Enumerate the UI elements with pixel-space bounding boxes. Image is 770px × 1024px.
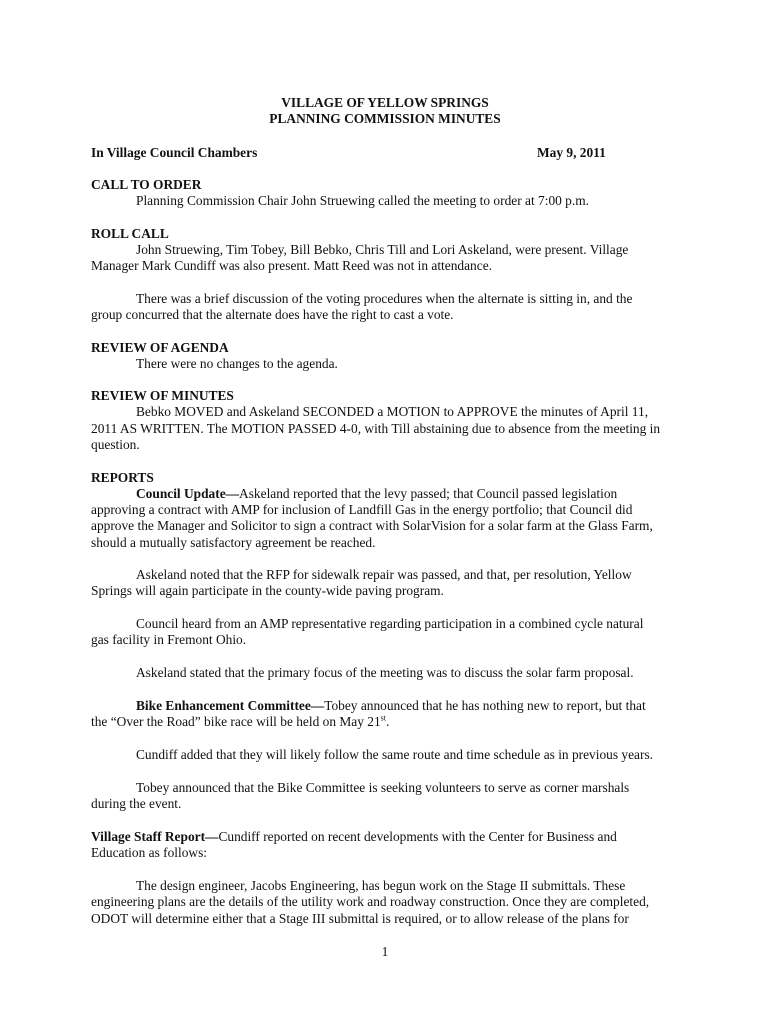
meeting-date: May 9, 2011 (537, 145, 606, 160)
bike-committee-label: Bike Enhancement Committee— (136, 698, 325, 713)
bike-committee-text: Tobey announced that he has nothing new to report, but that (324, 698, 646, 713)
design-engineer-text: ODOT will determine either that a Stage III submittal is required, or to allow release of the plans for (91, 911, 629, 926)
agenda-text: There were no changes to the agenda. (136, 356, 338, 371)
council-update-label: Council Update— (136, 486, 240, 501)
voting-procedure-text: There was a brief discussion of the voting procedures when the alternate is sitting in, and the (136, 291, 633, 306)
council-update-text: should a mutually satisfactory agreement be reached. (91, 535, 376, 550)
page-number: 1 (381, 944, 389, 959)
heading-reports: REPORTS (91, 470, 154, 485)
call-to-order-text: Planning Commission Chair John Struewing called the meeting to order at 7:00 p.m. (136, 193, 589, 208)
rfp-text: Askeland noted that the RFP for sidewalk repair was passed, and that, per resolution, Yellow (136, 567, 632, 582)
minutes-text: 2011 AS WRITTEN. The MOTION PASSED 4-0, with Till abstaining due to absence from the meeting in (91, 421, 661, 436)
staff-report-text: Cundiff reported on recent developments with the Center for Business and (218, 829, 617, 844)
amp-text: gas facility in Fremont Ohio. (91, 632, 247, 647)
minutes-text: question. (91, 437, 140, 452)
cundiff-route-text: Cundiff added that they will likely follow the same route and time schedule as in previous years. (136, 747, 654, 762)
volunteers-text: Tobey announced that the Bike Committee is seeking volunteers to serve as corner marshals (136, 780, 630, 795)
staff-report-paragraph (91, 829, 617, 845)
heading-review-of-minutes: REVIEW OF MINUTES (91, 388, 234, 403)
heading-roll-call: ROLL CALL (91, 226, 169, 241)
council-update-text: approve the Manager and Solicitor to sign a contract with SolarVision for a solar farm at the Glass Farm, (91, 518, 653, 533)
roll-call-text: Manager Mark Cundiff was also present. Matt Reed was not in attendance. (91, 258, 492, 273)
document-title: VILLAGE OF YELLOW SPRINGS (281, 95, 489, 110)
roll-call-text: John Struewing, Tim Tobey, Bill Bebko, Chris Till and Lori Askeland, were present. Village (136, 242, 629, 257)
design-engineer-text: engineering plans are the details of the utility work and roadway construction. Once they are completed, (91, 894, 650, 909)
amp-text: Council heard from an AMP representative regarding participation in a combined cycle natural (136, 616, 644, 631)
staff-report-text: Education as follows: (91, 845, 208, 860)
council-update-text: Askeland reported that the levy passed; that Council passed legislation (239, 486, 618, 501)
bike-race-ordinal: st (380, 713, 387, 723)
rfp-text: Springs will again participate in the county-wide paving program. (91, 583, 444, 598)
bike-race-text-end: . (386, 714, 390, 729)
meeting-location: In Village Council Chambers (91, 145, 258, 160)
solar-focus-text: Askeland stated that the primary focus of the meeting was to discuss the solar farm proposal. (136, 665, 634, 680)
heading-call-to-order: CALL TO ORDER (91, 177, 202, 192)
staff-report-label: Village Staff Report— (91, 829, 219, 844)
council-update-paragraph (136, 486, 617, 502)
heading-review-of-agenda: REVIEW OF AGENDA (91, 340, 229, 355)
bike-committee-paragraph (136, 698, 646, 714)
design-engineer-text: The design engineer, Jacobs Engineering, has begun work on the Stage II submittals. These (136, 878, 626, 893)
council-update-text: approving a contract with AMP for inclusion of Landfill Gas in the energy portfolio; that Council did (91, 502, 633, 517)
minutes-text: Bebko MOVED and Askeland SECONDED a MOTION to APPROVE the minutes of April 11, (136, 404, 649, 419)
volunteers-text: during the event. (91, 796, 182, 811)
bike-race-text (91, 714, 389, 730)
voting-procedure-text: group concurred that the alternate does have the right to cast a vote. (91, 307, 454, 322)
bike-race-text-main: the “Over the Road” bike race will be held on May 21 (91, 714, 381, 729)
document-subtitle: PLANNING COMMISSION MINUTES (269, 111, 501, 126)
